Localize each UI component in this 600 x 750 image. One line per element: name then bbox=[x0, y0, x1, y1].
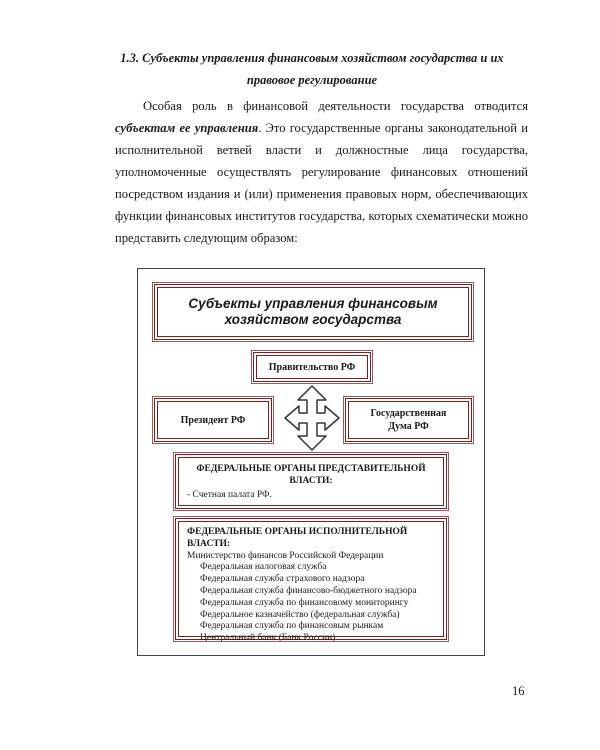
diagram-title: Субъекты управления финансовым хозяйством государства bbox=[188, 296, 438, 327]
executive-item: Федеральная налоговая служба bbox=[200, 562, 327, 573]
executive-bodies-box bbox=[175, 518, 447, 644]
executive-item: Федеральная служба по финансовому мониторингу bbox=[200, 597, 409, 608]
duma-label-line-2: Дума РФ bbox=[388, 421, 429, 432]
section-heading bbox=[92, 47, 532, 91]
diagram-frame bbox=[137, 268, 485, 656]
page-number: 16 bbox=[512, 684, 525, 698]
representative-bodies-box bbox=[175, 454, 447, 509]
paragraph-part-2: . Это государственные органы законодательной и исполнительной ветвей власти и должностные лица государства, уполномоченные осуществлять регулирование финансовых отношений посредством издания и (или) применения правовых норм, обеспечивающих функции финансовых институтов государства, которых схематически можно представить следующим образом: bbox=[115, 121, 528, 245]
executive-item: Федеральная служба по финансовым рынкам bbox=[200, 621, 384, 632]
paragraph-emphasis: субъектам ее управления bbox=[115, 121, 259, 135]
government-label: Правительство РФ bbox=[268, 361, 356, 373]
duma-box bbox=[345, 398, 472, 442]
heading-line-2: правовое регулирование bbox=[246, 73, 378, 87]
four-way-arrow-icon bbox=[284, 385, 340, 451]
executive-ministry: Министерство финансов Российской Федерации bbox=[187, 550, 384, 561]
executive-header: ФЕДЕРАЛЬНЫЕ ОРГАНЫ ИСПОЛНИТЕЛЬНОЙ ВЛАСТИ: bbox=[187, 527, 408, 549]
executive-item: Центральный банк (Банк России) bbox=[200, 633, 336, 644]
duma-label-line-1: Государственная bbox=[370, 408, 447, 419]
government-box bbox=[253, 352, 371, 382]
paragraph-part-1: Особая роль в финансовой деятельности государства отводится bbox=[143, 99, 528, 113]
executive-item: Федеральная служба финансово-бюджетного надзора bbox=[200, 585, 417, 596]
four-way-arrow-shape bbox=[285, 386, 339, 450]
executive-item: Федеральное казначейство (федеральная служба) bbox=[200, 609, 400, 620]
body-paragraph bbox=[115, 95, 528, 249]
president-label: Президент РФ bbox=[180, 414, 246, 426]
heading-line-1: 1.3. Субъекты управления финансовым хозяйством государства и их bbox=[120, 51, 504, 65]
representative-header: ФЕДЕРАЛЬНЫЕ ОРГАНЫ ПРЕДСТАВИТЕЛЬНОЙ ВЛАСТИ: bbox=[196, 464, 426, 486]
duma-label bbox=[371, 407, 447, 433]
representative-item: - Счетная палата РФ. bbox=[187, 490, 272, 500]
executive-item: Федеральная служба страхового надзора bbox=[200, 574, 365, 585]
diagram-title-box bbox=[154, 284, 472, 340]
president-box bbox=[154, 398, 272, 442]
